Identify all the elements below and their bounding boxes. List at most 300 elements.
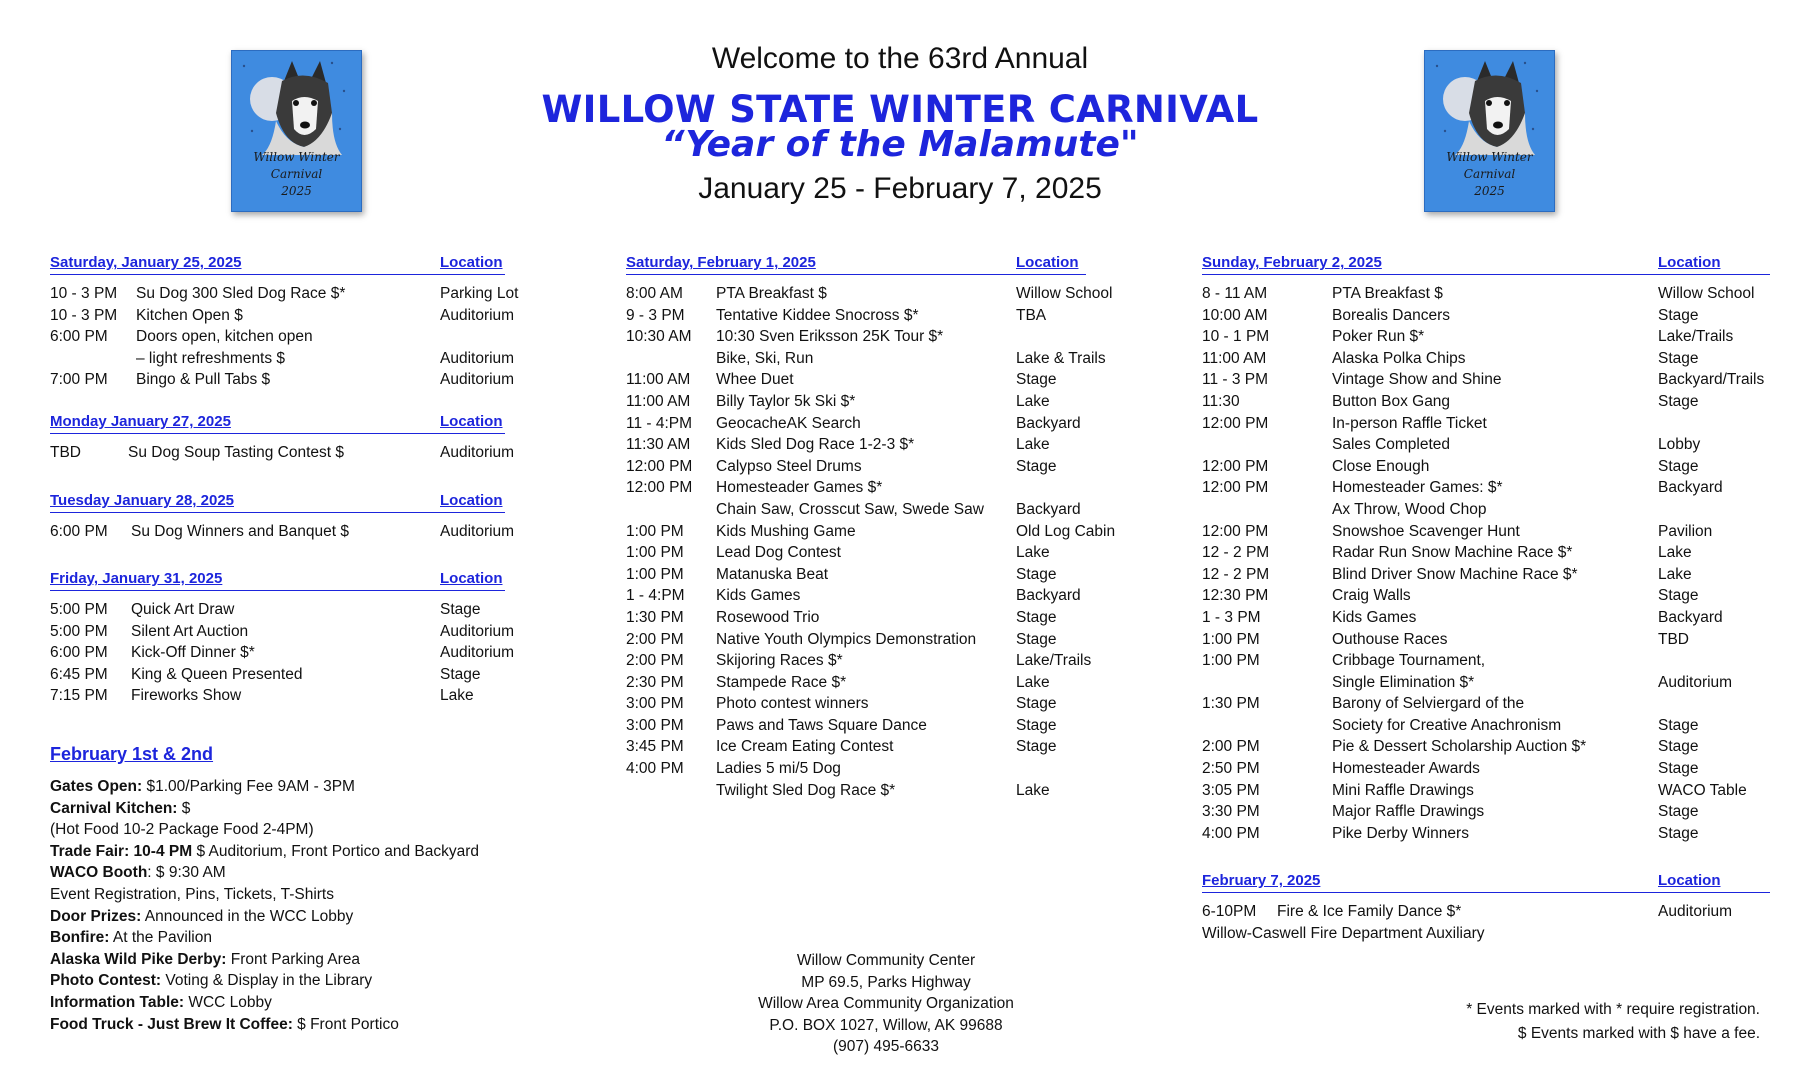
sched-fri-feb7 xyxy=(1202,870,1770,944)
section-header xyxy=(1202,870,1770,893)
event-time: 10 - 1 PM xyxy=(1202,328,1270,346)
event-location: Auditorium xyxy=(1658,903,1733,920)
event-row xyxy=(1202,456,1770,478)
event-name: Pike Derby Winners xyxy=(1332,824,1469,842)
event-row xyxy=(626,780,1086,802)
event-location: Auditorium xyxy=(440,349,515,367)
section-header xyxy=(50,490,505,513)
event-location: Stage xyxy=(1658,760,1699,778)
logo-text: Willow Winter Carnival 2025 xyxy=(1446,150,1533,198)
event-location: Stage xyxy=(440,665,481,683)
event-time: 10 - 3 PM xyxy=(50,285,118,302)
event-time: 3:00 PM xyxy=(626,716,684,734)
address-line: Willow Area Community Organization xyxy=(758,995,1014,1013)
event-location: Stage xyxy=(1016,695,1057,713)
event-row xyxy=(1202,326,1770,348)
event-row xyxy=(1202,391,1770,413)
info-label: Alaska Wild Pike Derby: xyxy=(50,950,227,968)
sched-sat-feb1 xyxy=(626,252,1116,801)
event-name: Kids Games xyxy=(716,587,801,605)
event-row xyxy=(1202,477,1770,499)
event-name: Calypso Steel Drums xyxy=(716,457,862,475)
section-header xyxy=(50,252,505,275)
event-row xyxy=(626,456,1086,478)
event-name: Single Elimination $* xyxy=(1332,673,1475,691)
event-row xyxy=(626,477,1086,499)
event-time: 2:00 PM xyxy=(626,630,684,648)
event-row xyxy=(1202,780,1770,802)
event-row xyxy=(1202,585,1770,607)
info-label: Information Table: xyxy=(50,993,185,1011)
event-time: 1 - 3 PM xyxy=(1202,608,1261,626)
event-name: Ladies 5 mi/5 Dog xyxy=(716,760,841,778)
registration-note: * Events marked with * require registration. xyxy=(1466,1001,1760,1018)
sched-fri-jan31 xyxy=(50,568,515,707)
location-header: Location xyxy=(440,492,503,510)
info-label: Food Truck - Just Brew It Coffee: xyxy=(50,1015,293,1033)
event-row xyxy=(50,521,515,543)
event-row xyxy=(626,629,1086,651)
event-location: Auditorium xyxy=(440,371,515,389)
location-header: Location xyxy=(1658,872,1721,890)
event-row xyxy=(1202,564,1770,586)
event-location: TBA xyxy=(1016,306,1047,324)
event-location: Lake/Trails xyxy=(1016,652,1092,670)
event-time: 12 - 2 PM xyxy=(1202,544,1270,562)
event-name: Close Enough xyxy=(1332,457,1430,475)
event-name: Su Dog Soup Tasting Contest $ xyxy=(128,444,344,461)
event-time: 6-10PM xyxy=(1202,903,1257,920)
event-name: PTA Breakfast $ xyxy=(1332,285,1443,302)
event-location: WACO Table xyxy=(1658,781,1747,799)
fee-note: $ Events marked with $ have a fee. xyxy=(1517,1025,1760,1042)
event-row xyxy=(626,391,1086,413)
event-name: Kick-Off Dinner $* xyxy=(131,644,255,662)
event-name: Lead Dog Contest xyxy=(716,544,841,562)
event-time: 2:30 PM xyxy=(626,673,684,691)
event-row xyxy=(1202,758,1770,780)
event-name: Su Dog Winners and Banquet $ xyxy=(131,523,349,540)
info-item xyxy=(50,884,479,906)
address-line: P.O. BOX 1027, Willow, AK 99688 xyxy=(769,1016,1003,1034)
event-row xyxy=(50,685,505,707)
event-row xyxy=(1202,413,1770,435)
event-name: Doors open, kitchen open xyxy=(136,328,313,346)
event-row xyxy=(626,542,1086,564)
event-name: Quick Art Draw xyxy=(131,601,235,618)
event-time: 11:30 xyxy=(1202,392,1240,410)
section-header xyxy=(1202,252,1770,275)
event-location: Backyard xyxy=(1016,414,1081,432)
event-location: Lake xyxy=(1016,436,1050,454)
event-name: Billy Taylor 5k Ski $* xyxy=(716,392,856,410)
event-time: 7:15 PM xyxy=(50,687,108,705)
event-row xyxy=(50,348,515,370)
event-time: 3:05 PM xyxy=(1202,781,1260,799)
event-row xyxy=(626,283,1113,305)
info-item xyxy=(50,949,479,971)
event-name: Homesteader Awards xyxy=(1332,760,1480,778)
event-row xyxy=(626,348,1106,370)
event-list xyxy=(50,283,519,391)
event-name: Native Youth Olympics Demonstration xyxy=(716,630,977,648)
event-location: Lake/Trails xyxy=(1658,328,1734,346)
event-name: Button Box Gang xyxy=(1332,392,1451,410)
event-row xyxy=(50,305,515,327)
event-name: Matanuska Beat xyxy=(716,565,829,583)
event-name: Kids Games xyxy=(1332,608,1417,626)
section-date: February 7, 2025 xyxy=(1202,872,1321,890)
event-name: Paws and Taws Square Dance xyxy=(716,716,927,734)
event-row xyxy=(1202,672,1770,694)
event-time: 1:00 PM xyxy=(626,544,684,562)
event-location: Backyard xyxy=(1658,608,1723,626)
event-location: Stage xyxy=(1658,738,1699,756)
page-title: WILLOW STATE WINTER CARNIVAL xyxy=(541,88,1259,131)
event-row xyxy=(626,564,1086,586)
event-location: Backyard xyxy=(1658,479,1723,497)
event-time: 9 - 3 PM xyxy=(626,306,685,324)
event-name: In-person Raffle Ticket xyxy=(1332,414,1487,432)
event-time: 11 - 4:PM xyxy=(626,414,693,432)
event-location: Lake xyxy=(1658,544,1692,562)
location-header: Location xyxy=(440,413,503,431)
event-location: Stage xyxy=(1658,824,1699,842)
event-time: 12:00 PM xyxy=(1202,479,1269,497)
info-text: Event Registration, Pins, Tickets, T-Shirts xyxy=(50,885,334,903)
event-location: Auditorium xyxy=(440,444,515,461)
event-row xyxy=(50,283,519,305)
event-location: Auditorium xyxy=(440,622,515,640)
event-name: Kids Sled Dog Race 1-2-3 $* xyxy=(716,436,915,454)
event-location: TBD xyxy=(1658,630,1689,648)
event-location: Stage xyxy=(1016,738,1057,756)
event-location: Auditorium xyxy=(440,306,515,324)
info-item xyxy=(50,862,479,884)
info-item xyxy=(50,841,479,863)
event-time: 8 - 11 AM xyxy=(1202,285,1268,302)
info-item xyxy=(50,927,479,949)
event-name: Twilight Sled Dog Race $* xyxy=(716,781,896,799)
location-header: Location xyxy=(440,570,503,588)
event-time: 10:30 AM xyxy=(626,328,692,346)
event-list xyxy=(50,599,515,707)
legend-notes xyxy=(1466,998,1760,1046)
event-name: Su Dog 300 Sled Dog Race $* xyxy=(136,285,346,302)
event-location: Lake xyxy=(1016,781,1050,799)
info-item xyxy=(50,970,479,992)
event-location: Lake xyxy=(1016,544,1050,562)
sched-sat-jan25 xyxy=(50,252,519,391)
event-row xyxy=(626,650,1092,672)
event-name: Bingo & Pull Tabs $ xyxy=(136,371,271,389)
page-subtitle: “Year of the Malamute" xyxy=(661,124,1139,165)
event-location: Stage xyxy=(1016,630,1057,648)
event-time: 2:00 PM xyxy=(1202,738,1260,756)
event-row xyxy=(50,326,505,348)
event-time: 2:50 PM xyxy=(1202,760,1260,778)
info-item xyxy=(50,798,479,820)
event-name: Homesteader Games $* xyxy=(716,479,883,497)
event-name: Blind Driver Snow Machine Race $* xyxy=(1332,565,1578,583)
sched-sun-feb2 xyxy=(1202,252,1770,844)
event-subtitle xyxy=(1202,923,1770,945)
event-name: Mini Raffle Drawings xyxy=(1332,781,1474,799)
event-row xyxy=(50,599,505,621)
event-row xyxy=(1202,736,1770,758)
carnival-logo-right xyxy=(1424,50,1555,212)
event-location: Old Log Cabin xyxy=(1016,522,1116,540)
event-row xyxy=(626,413,1086,435)
event-row xyxy=(1202,629,1770,651)
event-location: Lake & Trails xyxy=(1016,349,1106,367)
event-location: Auditorium xyxy=(440,644,515,662)
info-text: $ Front Portico xyxy=(292,1015,399,1033)
info-item xyxy=(50,1014,479,1036)
event-row xyxy=(626,305,1086,327)
event-time: 5:00 PM xyxy=(50,601,108,618)
event-name: King & Queen Presented xyxy=(131,665,303,683)
event-name: Homesteader Games: $* xyxy=(1332,479,1503,497)
event-name: Kitchen Open $ xyxy=(136,306,243,324)
event-time: 12:00 PM xyxy=(626,479,693,497)
event-location: Stage xyxy=(1016,716,1057,734)
event-time: 1 - 4:PM xyxy=(626,587,685,605)
event-row xyxy=(626,369,1086,391)
event-row xyxy=(1202,283,1770,305)
info-text: $ Auditorium, Front Portico and Backyard xyxy=(192,842,480,860)
event-row xyxy=(50,664,505,686)
event-location: Parking Lot xyxy=(440,285,519,302)
address-line: MP 69.5, Parks Highway xyxy=(801,973,971,991)
event-name: Ax Throw, Wood Chop xyxy=(1332,500,1487,518)
event-name: Skijoring Races $* xyxy=(716,652,843,670)
event-time: 6:00 PM xyxy=(50,523,108,540)
event-dates: January 25 - February 7, 2025 xyxy=(698,172,1102,205)
event-time: 1:00 PM xyxy=(626,522,684,540)
feb-1-2-heading: February 1st & 2nd xyxy=(50,744,214,764)
event-name: Pie & Dessert Scholarship Auction $* xyxy=(1332,738,1587,756)
event-name: Rosewood Trio xyxy=(716,608,820,626)
event-row xyxy=(1202,693,1770,715)
event-location: Backyard xyxy=(1016,587,1081,605)
section-date: Saturday, January 25, 2025 xyxy=(50,254,242,272)
event-row xyxy=(50,442,515,464)
info-item xyxy=(50,992,479,1014)
section-header xyxy=(50,411,505,434)
event-name: Alaska Polka Chips xyxy=(1332,349,1466,367)
event-time: 6:00 PM xyxy=(50,328,108,346)
event-time: 11 - 3 PM xyxy=(1202,371,1269,389)
general-info-list xyxy=(50,776,479,1035)
event-row xyxy=(626,607,1086,629)
phone-number: (907) 495-6633 xyxy=(833,1038,939,1056)
event-time: 3:45 PM xyxy=(626,738,684,756)
event-location: Backyard xyxy=(1016,500,1081,518)
event-location: Stage xyxy=(1658,306,1699,324)
event-time: 1:00 PM xyxy=(1202,652,1260,670)
event-row xyxy=(1202,305,1770,327)
info-label: Door Prizes: xyxy=(50,907,142,925)
event-location: Willow School xyxy=(1658,285,1755,302)
event-row xyxy=(1202,369,1770,391)
event-name: – light refreshments $ xyxy=(136,349,286,367)
event-row xyxy=(626,499,1086,521)
info-text: At the Pavilion xyxy=(109,929,212,947)
event-row xyxy=(626,326,1086,348)
event-time: 10:00 AM xyxy=(1202,306,1268,324)
event-location: Willow School xyxy=(1016,285,1113,302)
event-time: 12:00 PM xyxy=(1202,522,1269,540)
info-item xyxy=(50,776,479,798)
info-text: $ xyxy=(177,799,191,817)
event-location: Stage xyxy=(1658,349,1699,367)
event-time: 11:00 AM xyxy=(626,392,691,410)
event-time: 12 - 2 PM xyxy=(1202,565,1270,583)
event-row xyxy=(50,369,515,391)
event-time: 3:00 PM xyxy=(626,695,684,713)
event-time: 6:45 PM xyxy=(50,665,108,683)
logo-text: Willow Winter Carnival 2025 xyxy=(253,150,340,198)
event-row xyxy=(626,434,1086,456)
section-header xyxy=(626,252,1086,275)
event-time: 11:00 AM xyxy=(626,371,691,389)
event-row xyxy=(626,758,1086,780)
info-label: Photo Contest: xyxy=(50,972,162,990)
event-row xyxy=(626,585,1086,607)
event-time: 11:00 AM xyxy=(1202,349,1267,367)
info-text: (Hot Food 10-2 Package Food 2-4PM) xyxy=(50,821,314,839)
event-name: Stampede Race $* xyxy=(716,673,847,691)
event-location: Backyard/Trails xyxy=(1658,371,1765,389)
event-location: Lake xyxy=(1658,565,1692,583)
event-location: Stage xyxy=(1658,587,1699,605)
section-date: Saturday, February 1, 2025 xyxy=(626,254,816,272)
event-sponsor: Willow-Caswell Fire Department Auxiliary xyxy=(1202,924,1485,942)
event-name: Sales Completed xyxy=(1332,436,1451,454)
event-name: Fire & Ice Family Dance $* xyxy=(1277,903,1462,920)
event-name: Major Raffle Drawings xyxy=(1332,803,1485,821)
event-name: Outhouse Races xyxy=(1332,630,1448,648)
address-block xyxy=(700,950,1072,1058)
event-row xyxy=(1202,521,1770,543)
event-time: 4:00 PM xyxy=(626,760,684,778)
info-label: Trade Fair: 10-4 PM xyxy=(50,842,193,860)
event-name: PTA Breakfast $ xyxy=(716,285,827,302)
event-row xyxy=(1202,542,1770,564)
event-name: Craig Walls xyxy=(1332,587,1411,605)
event-name: Ice Cream Eating Contest xyxy=(716,738,894,756)
event-location: Stage xyxy=(1016,457,1057,475)
event-name: GeocacheAK Search xyxy=(716,414,861,432)
event-location: Stage xyxy=(1016,608,1057,626)
sched-tue-jan28 xyxy=(50,490,515,543)
event-location: Stage xyxy=(1658,392,1699,410)
event-name: Silent Art Auction xyxy=(131,622,249,640)
event-time: 1:30 PM xyxy=(1202,695,1260,713)
event-time: 1:30 PM xyxy=(626,608,684,626)
sched-mon-jan27 xyxy=(50,411,515,464)
event-time: 2:00 PM xyxy=(626,652,684,670)
event-time: 7:00 PM xyxy=(50,371,108,389)
event-list xyxy=(50,521,515,543)
welcome-heading: Welcome to the 63rd Annual xyxy=(711,42,1089,75)
info-text: Announced in the WCC Lobby xyxy=(141,907,354,925)
event-list xyxy=(1202,283,1770,844)
event-time: 11:30 AM xyxy=(626,436,691,454)
info-item xyxy=(50,819,479,841)
event-name: Vintage Show and Shine xyxy=(1332,371,1502,389)
event-name: Kids Mushing Game xyxy=(716,522,856,540)
info-label: WACO Booth xyxy=(50,864,148,882)
event-name: Photo contest winners xyxy=(716,695,869,713)
event-location: Stage xyxy=(440,601,481,618)
event-time: 10 - 3 PM xyxy=(50,306,118,324)
event-row xyxy=(626,715,1086,737)
event-location: Stage xyxy=(1016,565,1057,583)
section-date: Tuesday January 28, 2025 xyxy=(50,492,234,510)
event-time: 12:00 PM xyxy=(626,457,693,475)
info-text: $1.00/Parking Fee 9AM - 3PM xyxy=(142,778,355,795)
event-name: Society for Creative Anachronism xyxy=(1332,716,1562,734)
info-text: Voting & Display in the Library xyxy=(161,972,373,990)
info-text: : $ 9:30 AM xyxy=(147,864,226,882)
event-time: 1:00 PM xyxy=(626,565,684,583)
event-time: 1:00 PM xyxy=(1202,630,1260,648)
event-row xyxy=(50,642,515,664)
info-label: Carnival Kitchen: xyxy=(50,799,178,817)
event-location: Lake xyxy=(1016,673,1050,691)
info-text: Front Parking Area xyxy=(226,950,361,968)
event-list xyxy=(50,442,515,464)
event-time: 12:30 PM xyxy=(1202,587,1269,605)
event-name: Chain Saw, Crosscut Saw, Swede Saw xyxy=(716,500,984,518)
event-location: Auditorium xyxy=(1658,673,1733,691)
event-name: Snowshoe Scavenger Hunt xyxy=(1332,522,1520,540)
event-row xyxy=(1202,715,1770,737)
event-location: Lake xyxy=(1016,392,1050,410)
event-name: Whee Duet xyxy=(716,371,794,389)
event-time: 6:00 PM xyxy=(50,644,108,662)
event-name: Barony of Selviergard of the xyxy=(1332,695,1525,713)
event-name: Bike, Ski, Run xyxy=(716,349,814,367)
event-name: 10:30 Sven Eriksson 25K Tour $* xyxy=(716,328,944,346)
carnival-logo-left xyxy=(231,50,362,212)
location-header: Location xyxy=(440,254,503,272)
event-row xyxy=(1202,901,1770,923)
section-date: Sunday, February 2, 2025 xyxy=(1202,254,1382,272)
event-location: Stage xyxy=(1658,803,1699,821)
event-row xyxy=(626,521,1116,543)
info-item xyxy=(50,906,479,928)
event-time: 12:00 PM xyxy=(1202,457,1269,475)
info-label: Gates Open: xyxy=(50,778,143,795)
event-name: Tentative Kiddee Snocross $* xyxy=(716,306,919,324)
event-time: 3:30 PM xyxy=(1202,803,1260,821)
event-name: Fireworks Show xyxy=(131,687,242,705)
event-row xyxy=(1202,823,1770,845)
section-header xyxy=(50,568,505,591)
event-location: Auditorium xyxy=(440,523,515,540)
event-name: Cribbage Tournament, xyxy=(1332,652,1486,670)
event-row xyxy=(626,736,1086,758)
event-row xyxy=(1202,607,1770,629)
event-row xyxy=(1202,348,1770,370)
location-header: Location xyxy=(1016,254,1079,272)
event-list xyxy=(626,283,1116,801)
location-header: Location xyxy=(1658,254,1721,272)
event-row xyxy=(1202,434,1770,456)
